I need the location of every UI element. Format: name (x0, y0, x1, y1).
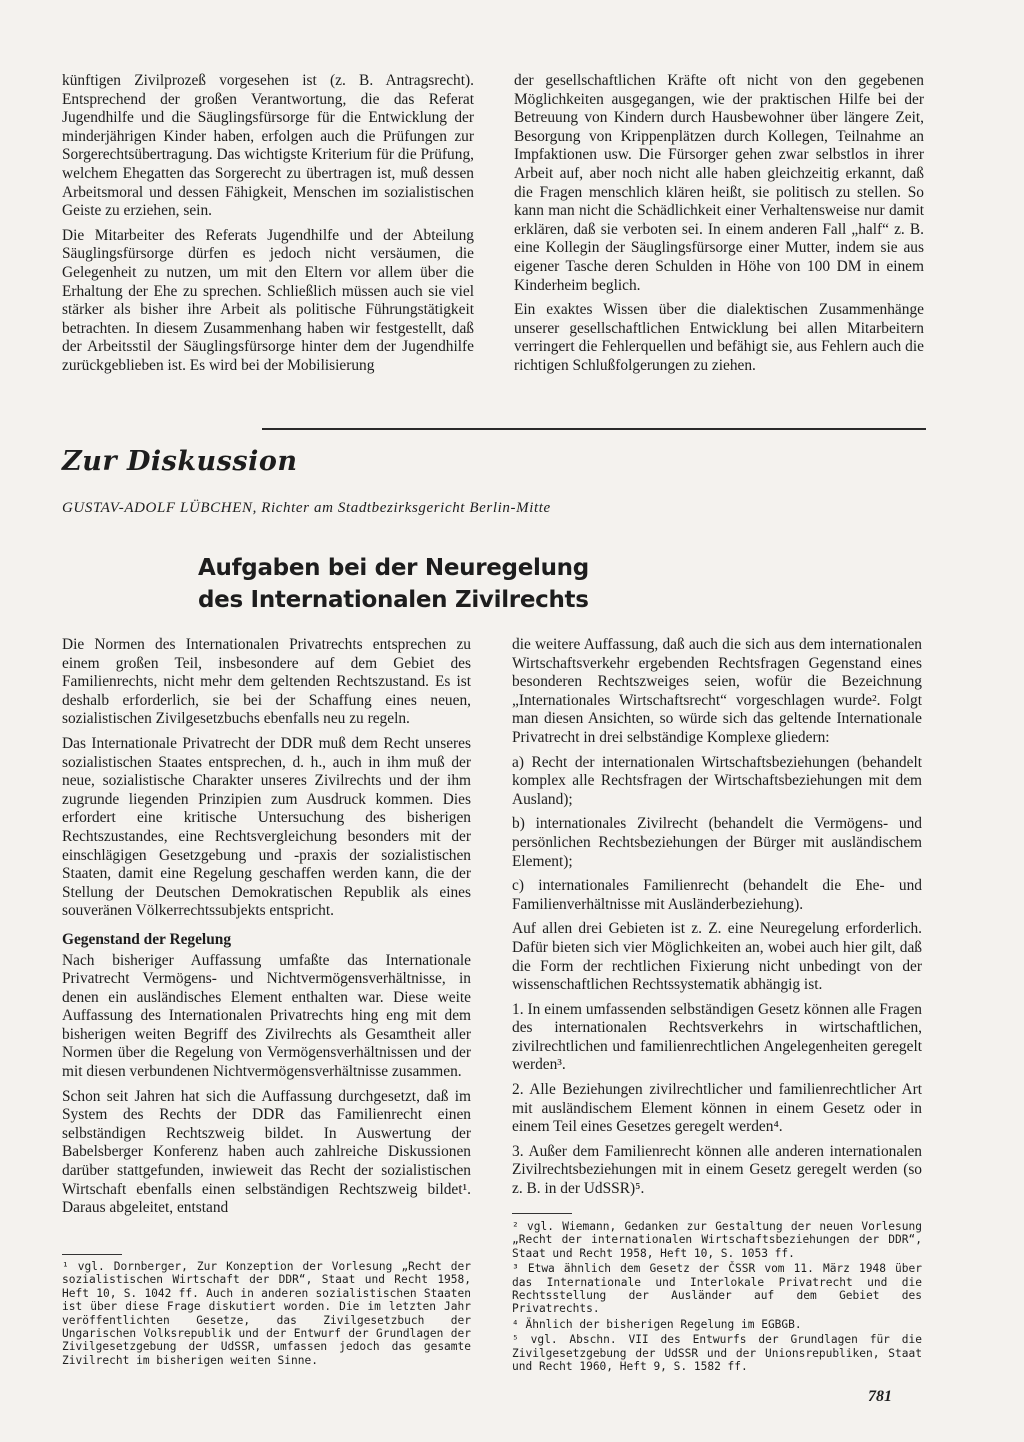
paragraph: der gesellschaftlichen Kräfte oft nicht von den gegebenen Möglichkeiten ausgegangen, wie der praktischen Hilfe bei der Betreuung von Kindern durch Hausbewohner über längere Zeit, Besorgung von Krippenplätzen durch Kollegen, Teilnahme an Impfaktionen usw. Die Fürsorger gehen zwar selbstlos in ihrer Arbeit auf, aber noch nicht alle haben gleichzeitig erkannt, daß die Fragen menschlich klären heißt, sie politisch zu stellen. So kann man nicht die Schädlichkeit einer Verhaltensweise nur damit erklären, daß sie verboten sei. In einem anderen Fall „half“ z. B. eine Kollegin der Säuglingsfürsorge einer Mutter, indem sie aus eigener Tasche deren Schulden in Höhe von 100 DM in einem Kinderheim beglich. (514, 72, 924, 294)
top-right-column (514, 72, 924, 382)
paragraph: Die Normen des Internationalen Privatrechts entsprechen zu einem großen Teil, insbesondere auf dem Gebiet des Familienrechts, nicht mehr dem geltenden Rechtszustand. Es ist deshalb erforderlich, sie bei der Schaffung eines neuen, sozialistischen Zivilgesetzbuchs ebenfalls neu zu regeln. (62, 636, 471, 728)
paragraph: Nach bisheriger Auffassung umfaßte das Internationale Privatrecht Vermögens- und Nichtvermögensverhältnisse, in denen ein ausländisches Element enthalten war. Diese weite Auffassung des Internationalen Privatrechts hing eng mit dem bisherigen weiten Begriff des Zivilrechts als Gesamtheit aller Normen über die Regelung von Vermögensverhältnissen und der mit diesen verbundenen Nichtvermögensverhältnisse zusammen. (62, 951, 471, 1081)
section-title: Zur Diskussion (62, 446, 298, 477)
list-item: a) Recht der internationalen Wirtschaftsbeziehungen (behandelt komplex alle Rechtsfragen der Wirtschaftsbeziehungen mit dem Ausland); (512, 753, 922, 808)
top-left-column (62, 72, 474, 382)
footnote-divider (512, 1213, 572, 1214)
article-right-column (512, 636, 922, 1205)
article-left-column (62, 636, 471, 1224)
paragraph: die weitere Auffassung, daß auch die sich aus dem internationalen Wirtschaftsverkehr ergebenden Rechtsfragen Gegenstand eines besonderen Rechtszweiges seien, wofür die Bezeichnung „Internationales Wirtschaftsrecht“ vorgeschlagen wurde². Folgt man diesen Ansichten, so würde sich das geltende Internationale Privatrecht in drei selbständige Komplexe gliedern: (512, 636, 922, 746)
paragraph: künftigen Zivilprozeß vorgesehen ist (z. B. Antragsrecht). Entsprechend der großen Verantwortung, die das Referat Jugendhilfe und die Säuglingsfürsorge für die Entwicklung der minderjährigen Kinder haben, erfolgen auch die Prüfungen zur Sorgerechtsübertragung. Das wichtigste Kriterium für die Prüfung, welchem Ehegatten das Sorgerecht zu übertragen ist, muß dessen Arbeitsmoral und dessen Fähigkeit, Menschen im sozialistischen Geiste zu erziehen, sein. (62, 72, 474, 220)
paragraph: Das Internationale Privatrecht der DDR muß dem Recht unseres sozialistischen Staates entsprechen, d. h., auch in ihm muß der neue, sozialistische Charakter unseres Zivilrechts und der ihm zugrunde liegenden Prinzipien zum Ausdruck kommen. Dies erfordert eine kritische Untersuchung des bisherigen Rechtszustandes, eine Rechtsvergleichung besonders mit der einschlägigen Gesetzgebung und -praxis der sozialistischen Staaten, damit eine Regelung geschaffen werden kann, die der Stellung der Deutschen Demokratischen Republik als eines souveränen Völkerrechtssubjekts entspricht. (62, 734, 471, 920)
article-title-line: Aufgaben bei der Neuregelung (198, 555, 589, 581)
footnotes-right (512, 1220, 922, 1375)
footnote: ⁵ vgl. Abschn. VII des Entwurfs der Grundlagen für die Zivilgesetzgebung der UdSSR und der Unionsrepubliken, Staat und Recht 1960, Heft 9, S. 1582 ff. (512, 1333, 922, 1374)
paragraph: Auf allen drei Gebieten ist z. Z. eine Neuregelung erforderlich. Dafür bieten sich vier Möglichkeiten an, wobei auch hier gilt, daß die Form der rechtlichen Fixierung nicht unbedingt von der wissenschaftlichen Rechtssystematik abhängig ist. (512, 920, 922, 994)
paragraph: Ein exaktes Wissen über die dialektischen Zusammenhänge unserer gesellschaftlichen Entwicklung bei allen Mitarbeitern verringert die Fehlerquellen und befähigt sie, aus Fehlern auch die richtigen Schlußfolgerungen zu ziehen. (514, 301, 924, 374)
footnote: ³ Etwa ähnlich dem Gesetz der ČSSR vom 11. März 1948 über das Internationale und Interlokale Privatrecht und die Rechtsstellung der Ausländer auf dem Gebiet des Privatrechts. (512, 1262, 922, 1316)
author-line: GUSTAV-ADOLF LÜBCHEN, Richter am Stadtbezirksgericht Berlin-Mitte (62, 500, 551, 516)
paragraph: Die Mitarbeiter des Referats Jugendhilfe und der Abteilung Säuglingsfürsorge dürfen es jedoch nicht versäumen, die Gelegenheit zu nutzen, um mit den Eltern vor allem über die Erhaltung der Ehe zu sprechen. Schließlich müssen auch sie viel stärker als bisher ihre Arbeit als politische Führungstätigkeit betrachten. In diesem Zusammenhang haben wir festgestellt, daß der Arbeitsstil der Säuglingsfürsorge hinter dem der Jugendhilfe zurückgeblieben ist. Es wird bei der Mobilisierung (62, 226, 474, 374)
footnote: ⁴ Ähnlich der bisherigen Regelung im EGBGB. (512, 1317, 802, 1331)
section-divider (262, 428, 926, 430)
subheading: Gegenstand der Regelung (62, 930, 232, 948)
page-number: 781 (868, 1388, 892, 1405)
footnotes-left (62, 1260, 471, 1369)
list-item: b) internationales Zivilrecht (behandelt die Vermögens- und persönlichen Rechtsbeziehungen der Bürger mit ausländischem Element); (512, 815, 922, 870)
numbered-item: 2. Alle Beziehungen zivilrechtlicher und familienrechtlicher Art mit ausländischem Element können in einem Gesetz oder in einem Teil eines Gesetzes geregelt werden⁴. (512, 1081, 922, 1136)
list-item: c) internationales Familienrecht (behandelt die Ehe- und Familienverhältnisse mit Ausländerbeziehung). (512, 877, 922, 913)
article-title (198, 552, 718, 616)
paragraph: Schon seit Jahren hat sich die Auffassung durchgesetzt, daß im System des Rechts der DDR das Familienrecht einen selbständigen Rechtszweig bildet. In Auswertung der Babelsberger Konferenz haben auch zahlreiche Diskussionen darüber stattgefunden, inwieweit das Recht der sozialistischen Wirtschaft ebenfalls einen selbständigen Rechtszweig bildet¹. Daraus abgeleitet, entstand (62, 1087, 471, 1217)
footnote: ² vgl. Wiemann, Gedanken zur Gestaltung der neuen Vorlesung „Recht der internationalen Wirtschaftsbeziehungen der DDR“, Staat und Recht 1958, Heft 10, S. 1053 ff. (512, 1220, 922, 1260)
footnote: ¹ vgl. Dornberger, Zur Konzeption der Vorlesung „Recht der sozialistischen Wirtschaft der DDR“, Staat und Recht 1958, Heft 10, S. 1042 ff. Auch in anderen sozialistischen Staaten ist über diese Frage diskutiert worden. Die im letzten Jahr veröffentlichten Gesetze, das Zivilgesetzbuch der Ungarischen Volksrepublik und der Entwurf der Grundlagen der Zivilgesetzgebung der UdSSR, umfassen jedoch das gesamte Zivilrecht im bisherigen weiten Sinne. (62, 1260, 471, 1367)
article-title-line: des Internationalen Zivilrechts (198, 587, 589, 613)
footnote-divider (62, 1254, 122, 1255)
numbered-item: 3. Außer dem Familienrecht können alle anderen internationalen Zivilrechtsbeziehungen mit in einem Gesetz geregelt werden (so z. B. in der UdSSR)⁵. (512, 1142, 922, 1198)
numbered-item: 1. In einem umfassenden selbständigen Gesetz können alle Fragen des internationalen Rechtsverkehrs in wirtschaftlichen, zivilrechtlichen und familienrechtlichen Angelegenheiten geregelt werden³. (512, 1000, 922, 1074)
